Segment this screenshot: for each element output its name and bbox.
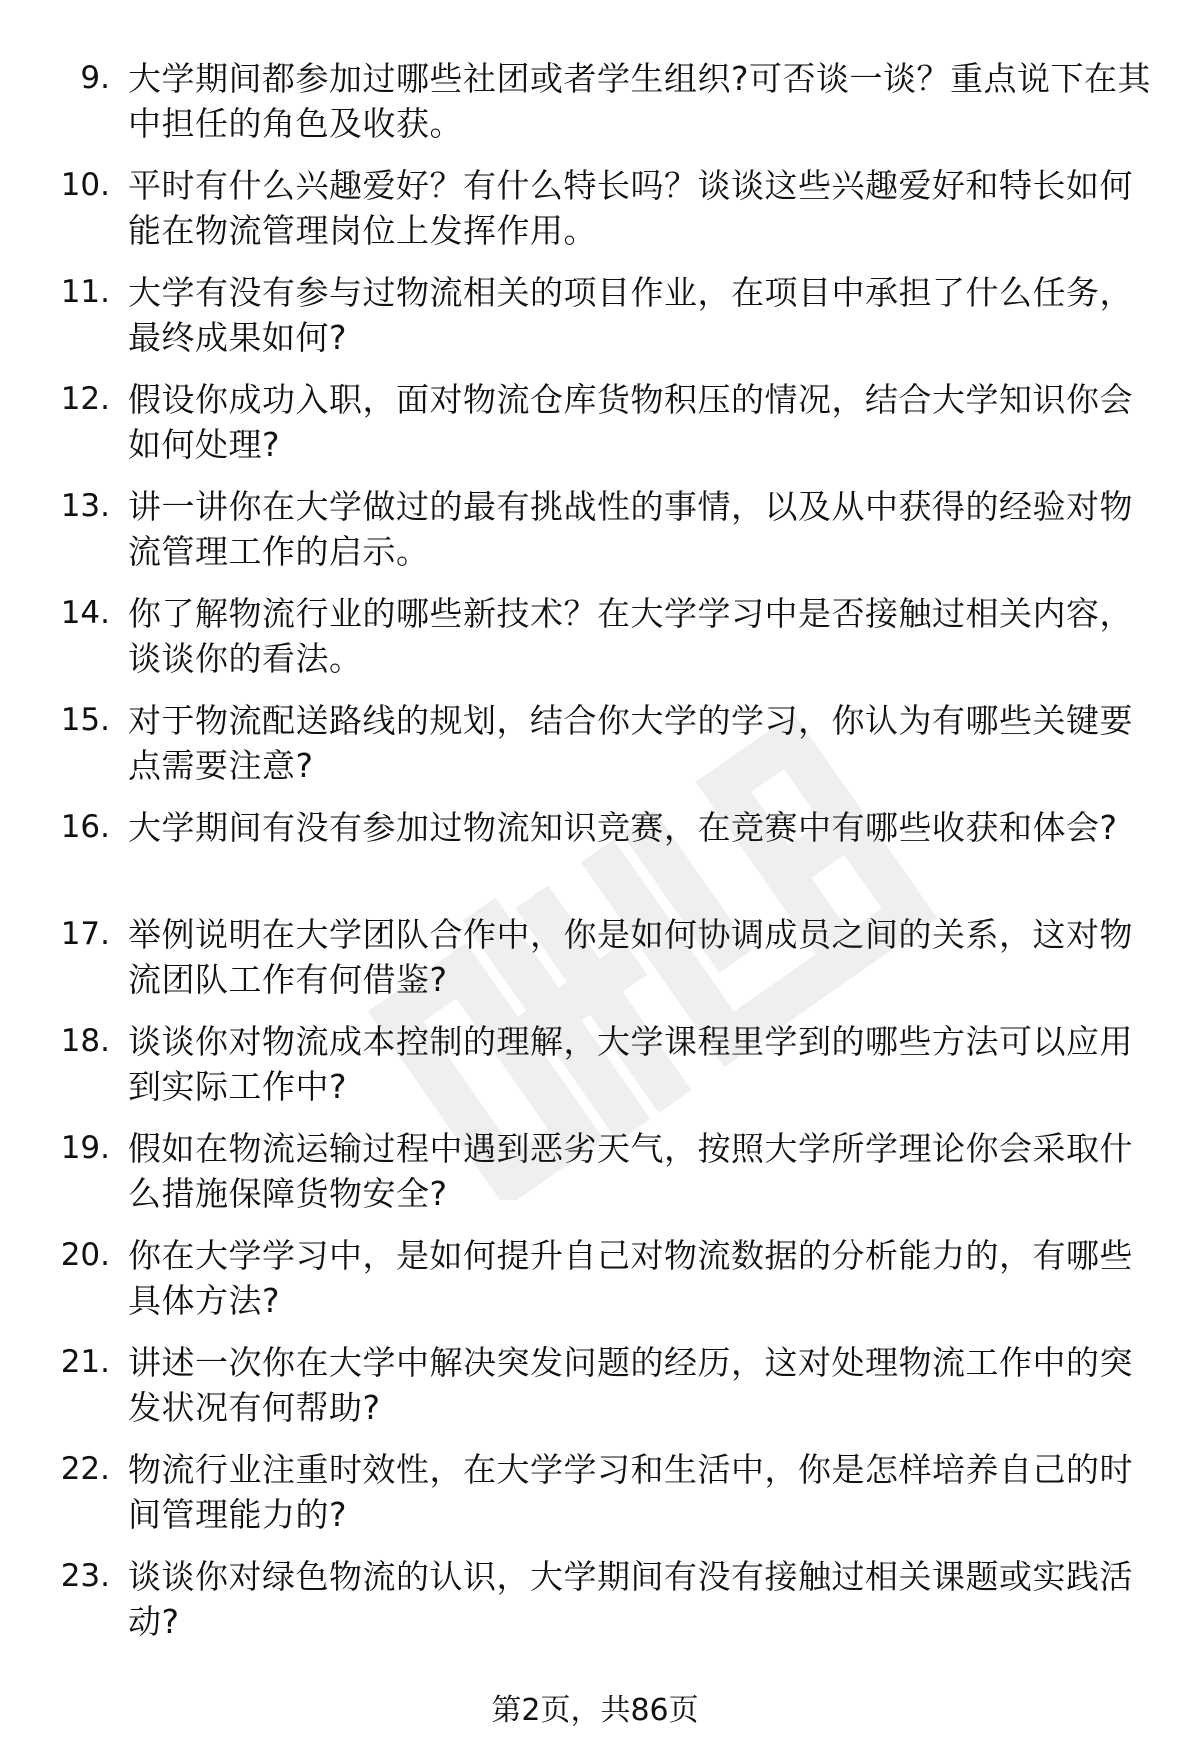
- question-number: 16.: [60, 809, 110, 845]
- question-item: [0, 805, 1190, 912]
- question-item: [0, 1126, 1190, 1233]
- question-number: 21.: [60, 1344, 110, 1380]
- question-text: 讲一讲你在大学做过的最有挑战性的事情，以及从中获得的经验对物流管理工作的启示。: [128, 487, 1133, 571]
- question-item: [0, 698, 1190, 805]
- question-number: 17.: [60, 916, 110, 952]
- question-text: 大学有没有参与过物流相关的项目作业，在项目中承担了什么任务，最终成果如何?: [128, 273, 1133, 357]
- question-item: [0, 1554, 1190, 1661]
- question-text: 大学期间有没有参加过物流知识竞赛，在竞赛中有哪些收获和体会?: [128, 808, 1118, 847]
- question-number: 15.: [60, 702, 110, 738]
- question-item: [0, 377, 1190, 484]
- question-number: 10.: [60, 167, 110, 203]
- question-item: [0, 1340, 1190, 1447]
- question-item: [0, 163, 1190, 270]
- question-text: 物流行业注重时效性，在大学学习和生活中，你是怎样培养自己的时间管理能力的?: [128, 1450, 1133, 1534]
- question-text: 你在大学学习中，是如何提升自己对物流数据的分析能力的，有哪些具体方法?: [128, 1236, 1133, 1320]
- question-list: [0, 56, 1190, 1661]
- question-text: 谈谈你对物流成本控制的理解，大学课程里学到的哪些方法可以应用到实际工作中?: [128, 1022, 1133, 1106]
- question-text: 大学期间都参加过哪些社团或者学生组织?可否谈一谈？重点说下在其中担任的角色及收获。: [128, 59, 1152, 143]
- question-number: 12.: [60, 381, 110, 417]
- question-item: [0, 912, 1190, 1019]
- question-item: [0, 56, 1190, 163]
- question-item: [0, 484, 1190, 591]
- question-text: 平时有什么兴趣爱好？有什么特长吗？谈谈这些兴趣爱好和特长如何能在物流管理岗位上发挥作用。: [128, 166, 1133, 250]
- question-item: [0, 591, 1190, 698]
- question-number: 13.: [60, 488, 110, 524]
- question-text: 假如在物流运输过程中遇到恶劣天气，按照大学所学理论你会采取什么措施保障货物安全?: [128, 1129, 1133, 1213]
- question-text: 你了解物流行业的哪些新技术？在大学学习中是否接触过相关内容，谈谈你的看法。: [128, 594, 1133, 678]
- question-number: 23.: [60, 1558, 110, 1594]
- question-item: [0, 1447, 1190, 1554]
- question-item: [0, 1019, 1190, 1126]
- question-item: [0, 1233, 1190, 1340]
- question-text: 假设你成功入职，面对物流仓库货物积压的情况，结合大学知识你会如何处理?: [128, 380, 1133, 464]
- question-text: 谈谈你对绿色物流的认识，大学期间有没有接触过相关课题或实践活动?: [128, 1557, 1133, 1641]
- question-number: 22.: [60, 1451, 110, 1487]
- question-number: 19.: [60, 1130, 110, 1166]
- question-text: 讲述一次你在大学中解决突发问题的经历，这对处理物流工作中的突发状况有何帮助?: [128, 1343, 1133, 1427]
- question-number: 11.: [60, 274, 110, 310]
- question-item: [0, 270, 1190, 377]
- question-number: 14.: [60, 595, 110, 631]
- page-number-footer: 第2页，共86页: [491, 1693, 699, 1728]
- question-text: 对于物流配送路线的规划，结合你大学的学习，你认为有哪些关键要点需要注意?: [128, 701, 1133, 785]
- question-number: 20.: [60, 1237, 110, 1273]
- question-text: 举例说明在大学团队合作中，你是如何协调成员之间的关系，这对物流团队工作有何借鉴?: [128, 915, 1133, 999]
- question-number: 18.: [60, 1023, 110, 1059]
- question-number: 9.: [80, 60, 110, 96]
